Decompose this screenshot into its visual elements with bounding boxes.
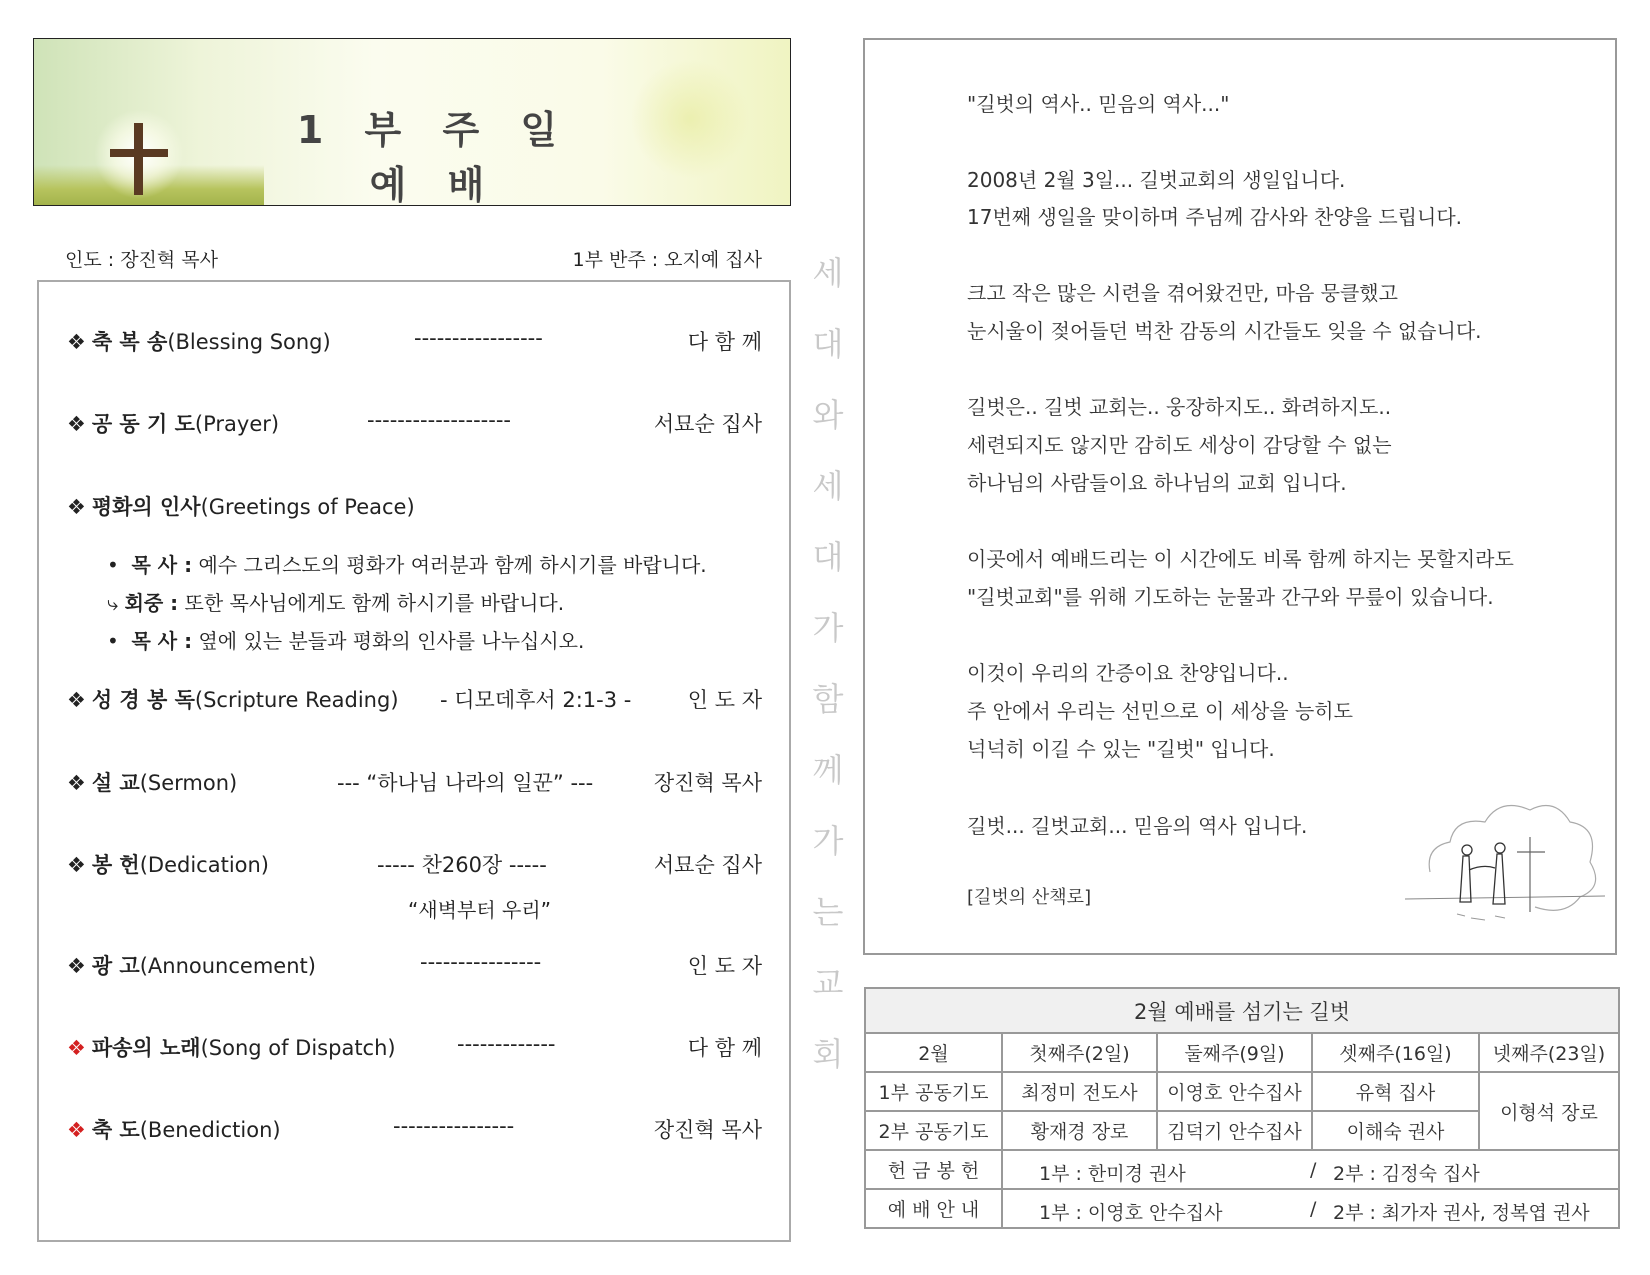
motto-char: 께: [812, 751, 844, 789]
motto-char: 가: [812, 822, 844, 860]
table-cell: 이영호 안수집사: [1157, 1072, 1312, 1111]
order-item-title: 평화의 인사: [91, 495, 201, 519]
order-item-performer: 다 함 께: [687, 330, 762, 354]
greeting-text: 옆에 있는 분들과 평화의 인사를 나누십시오.: [198, 629, 585, 653]
separator: /: [1310, 1159, 1317, 1181]
motto-char: 는: [812, 893, 844, 931]
bullet-icon: •: [107, 629, 119, 653]
table-header-cell: 첫째주(2일): [1002, 1033, 1157, 1072]
order-item-middle: ----------------: [420, 950, 542, 974]
order-item-english: (Scripture Reading): [194, 688, 399, 712]
greeting-line: [107, 625, 584, 654]
hymn-number: ----- 찬260장 -----: [377, 853, 547, 877]
diamond-bullet-icon: ❖: [67, 412, 86, 436]
table-row: [865, 1189, 1619, 1228]
order-item-greetings: [67, 491, 762, 521]
motto-char: 대: [812, 538, 844, 576]
order-item-title: 설 교: [91, 771, 140, 795]
greeting-role: 목 사 :: [131, 553, 193, 577]
page-title: 1 부 주 일 예 배: [296, 108, 572, 206]
order-item-title: 봉 헌: [91, 853, 140, 877]
table-row: [865, 1072, 1619, 1111]
order-item-english: (Sermon): [139, 771, 238, 795]
order-item-middle: -------------------: [367, 408, 511, 432]
letter-line: 길벗은.. 길벗 교회는.. 웅장하지도.. 화려하지도..: [967, 395, 1392, 419]
order-item-middle: ----------------: [393, 1114, 515, 1138]
diamond-bullet-icon: ❖: [67, 853, 86, 877]
row-label: 1부 공동기도: [865, 1072, 1002, 1111]
table-cell: 김덕기 안수집사: [1157, 1111, 1312, 1150]
table-cell: [1002, 1189, 1619, 1228]
diamond-bullet-icon: ❖: [67, 771, 86, 795]
diamond-bullet-icon: ❖: [67, 688, 86, 712]
table-cell: 최정미 전도사: [1002, 1072, 1157, 1111]
order-item-middle: -----------------: [414, 326, 543, 350]
order-item-title: 성 경 봉 독: [91, 688, 195, 712]
vertical-motto: [808, 248, 848, 1100]
motto-char: 와: [812, 396, 844, 434]
table-row: [865, 1150, 1619, 1189]
accompanist: 1부 반주 : 오지예 집사: [572, 249, 762, 271]
diamond-bullet-icon: ❖: [67, 954, 86, 978]
order-item-performer: 장진혁 목사: [653, 771, 762, 795]
greeting-role: 목 사 :: [131, 629, 193, 653]
letter-line: 17번째 생일을 맞이하며 주님께 감사와 찬양을 드립니다.: [967, 205, 1462, 229]
serving-schedule-table: [864, 987, 1620, 1229]
table-row: [865, 1033, 1619, 1072]
table-cell: 황재경 장로: [1002, 1111, 1157, 1150]
order-item-english: (Benediction): [139, 1118, 281, 1142]
order-item-performer: 서묘순 집사: [653, 853, 762, 877]
letter-line: 2008년 2월 3일... 길벗교회의 생일입니다.: [967, 168, 1346, 192]
order-item-english: (Announcement): [139, 954, 316, 978]
order-item-performer: 장진혁 목사: [653, 1118, 762, 1142]
order-item-english: (Prayer): [194, 412, 280, 436]
order-item-song-of-dispatch: [67, 1032, 762, 1062]
letter-line: 길벗... 길벗교회... 믿음의 역사 입니다.: [967, 814, 1308, 838]
greeting-line: [107, 549, 707, 578]
order-item-blessing-song: [67, 326, 762, 356]
cross-icon: [134, 123, 143, 195]
letter-line: "길벗교회"를 위해 기도하는 눈물과 간구와 무릎이 있습니다.: [967, 585, 1494, 609]
order-item-title: 축 도: [91, 1118, 140, 1142]
order-item-dedication: [67, 849, 762, 879]
order-item-sermon: [67, 767, 762, 797]
row-label: 2부 공동기도: [865, 1111, 1002, 1150]
row-label: 헌 금 봉 헌: [865, 1150, 1002, 1189]
hymn-title: “새벽부터 우리”: [408, 898, 551, 922]
bullet-icon: •: [107, 553, 119, 577]
motto-char: 세: [812, 254, 844, 292]
order-item-scripture: [67, 684, 762, 714]
table-cell: [1002, 1150, 1619, 1189]
sermon-title: --- “하나님 나라의 일꾼” ---: [337, 771, 594, 795]
order-item-title: 공 동 기 도: [91, 412, 195, 436]
row-label: 예 배 안 내: [865, 1189, 1002, 1228]
letter-line: 크고 작은 많은 시련을 겪어왔건만, 마음 뭉클했고: [967, 281, 1398, 305]
diamond-bullet-icon: ❖: [67, 330, 86, 354]
motto-char: 함: [812, 680, 844, 718]
motto-char: 가: [812, 609, 844, 647]
greeting-line: [107, 587, 564, 616]
motto-char: 회: [812, 1035, 844, 1073]
motto-char: 대: [812, 325, 844, 363]
letter-line: 눈시울이 젖어들던 벅찬 감동의 시간들도 잊을 수 없습니다.: [967, 319, 1482, 343]
bokeh-decoration: [630, 59, 750, 179]
order-item-performer: 인 도 자: [687, 954, 762, 978]
letter-line: 세련되지도 않지만 감히도 세상이 감당할 수 없는: [967, 433, 1392, 457]
order-item-english: (Song of Dispatch): [200, 1036, 396, 1060]
worship-banner: [33, 38, 791, 206]
diamond-bullet-icon: ❖: [67, 495, 86, 519]
order-item-performer: 다 함 께: [687, 1036, 762, 1060]
order-item-title: 파송의 노래: [91, 1036, 201, 1060]
offering-first-service: 1부 : 한미경 권사: [1039, 1163, 1186, 1185]
letter-line: 하나님의 사람들이요 하나님의 교회 입니다.: [967, 471, 1347, 495]
diamond-bullet-icon: ❖: [67, 1118, 86, 1142]
letter-title: "길벗의 역사.. 믿음의 역사...": [967, 92, 1230, 116]
order-item-title: 축 복 송: [91, 330, 168, 354]
letter-line: 이것이 우리의 간증이요 찬양입니다..: [967, 661, 1289, 685]
table-header-cell: 넷째주(23일): [1479, 1033, 1619, 1072]
greeting-text: 또한 목사님에게도 함께 하시기를 바랍니다.: [184, 591, 565, 615]
letter-line: 주 안에서 우리는 선민으로 이 세상을 능히도: [967, 699, 1353, 723]
order-item-english: (Blessing Song): [167, 330, 331, 354]
order-item-title: 광 고: [91, 954, 140, 978]
order-item-announcement: [67, 950, 762, 980]
separator: /: [1310, 1198, 1317, 1220]
letter-line: 넉넉히 이길 수 있는 "길벗" 입니다.: [967, 737, 1275, 761]
offering-second-service: 2부 : 김정숙 집사: [1333, 1163, 1480, 1185]
order-item-middle: -------------: [457, 1032, 556, 1056]
table-cell: 이형석 장로: [1479, 1072, 1619, 1150]
guide-second-service: 2부 : 최가자 권사, 정복엽 권사: [1333, 1202, 1590, 1224]
order-item-performer: 인 도 자: [687, 688, 762, 712]
greeting-text: 예수 그리스도의 평화가 여러분과 함께 하시기를 바랍니다.: [198, 553, 707, 577]
order-item-english: (Greetings of Peace): [200, 495, 415, 519]
table-cell: 이해숙 권사: [1312, 1111, 1479, 1150]
cross-icon-bar: [110, 149, 168, 157]
diamond-bullet-icon: ❖: [67, 1036, 86, 1060]
table-header-cell: 2월: [865, 1033, 1002, 1072]
sketch-illustration: [1405, 792, 1605, 942]
table-header-cell: 둘째주(9일): [1157, 1033, 1312, 1072]
worship-leader: 인도 : 장진혁 목사: [65, 249, 218, 271]
table-cell: 유혁 집사: [1312, 1072, 1479, 1111]
order-item-performer: 서묘순 집사: [653, 412, 762, 436]
order-item-benediction: [67, 1114, 762, 1144]
order-item-middle: - 디모데후서 2:1-3 -: [440, 688, 632, 712]
schedule-title: 2월 예배를 섬기는 길벗: [865, 988, 1619, 1033]
order-item-prayer: [67, 408, 762, 438]
greeting-role: 회중 :: [124, 591, 179, 615]
table-header-cell: 셋째주(16일): [1312, 1033, 1479, 1072]
return-arrow-icon: ⤷: [107, 591, 119, 615]
motto-char: 세: [812, 467, 844, 505]
guide-first-service: 1부 : 이영호 안수집사: [1039, 1202, 1223, 1224]
motto-char: 교: [812, 964, 844, 1002]
letter-signature: [길벗의 산책로]: [967, 887, 1092, 908]
order-item-english: (Dedication): [139, 853, 269, 877]
letter-line: 이곳에서 예배드리는 이 시간에도 비록 함께 하지는 못할지라도: [967, 547, 1514, 571]
